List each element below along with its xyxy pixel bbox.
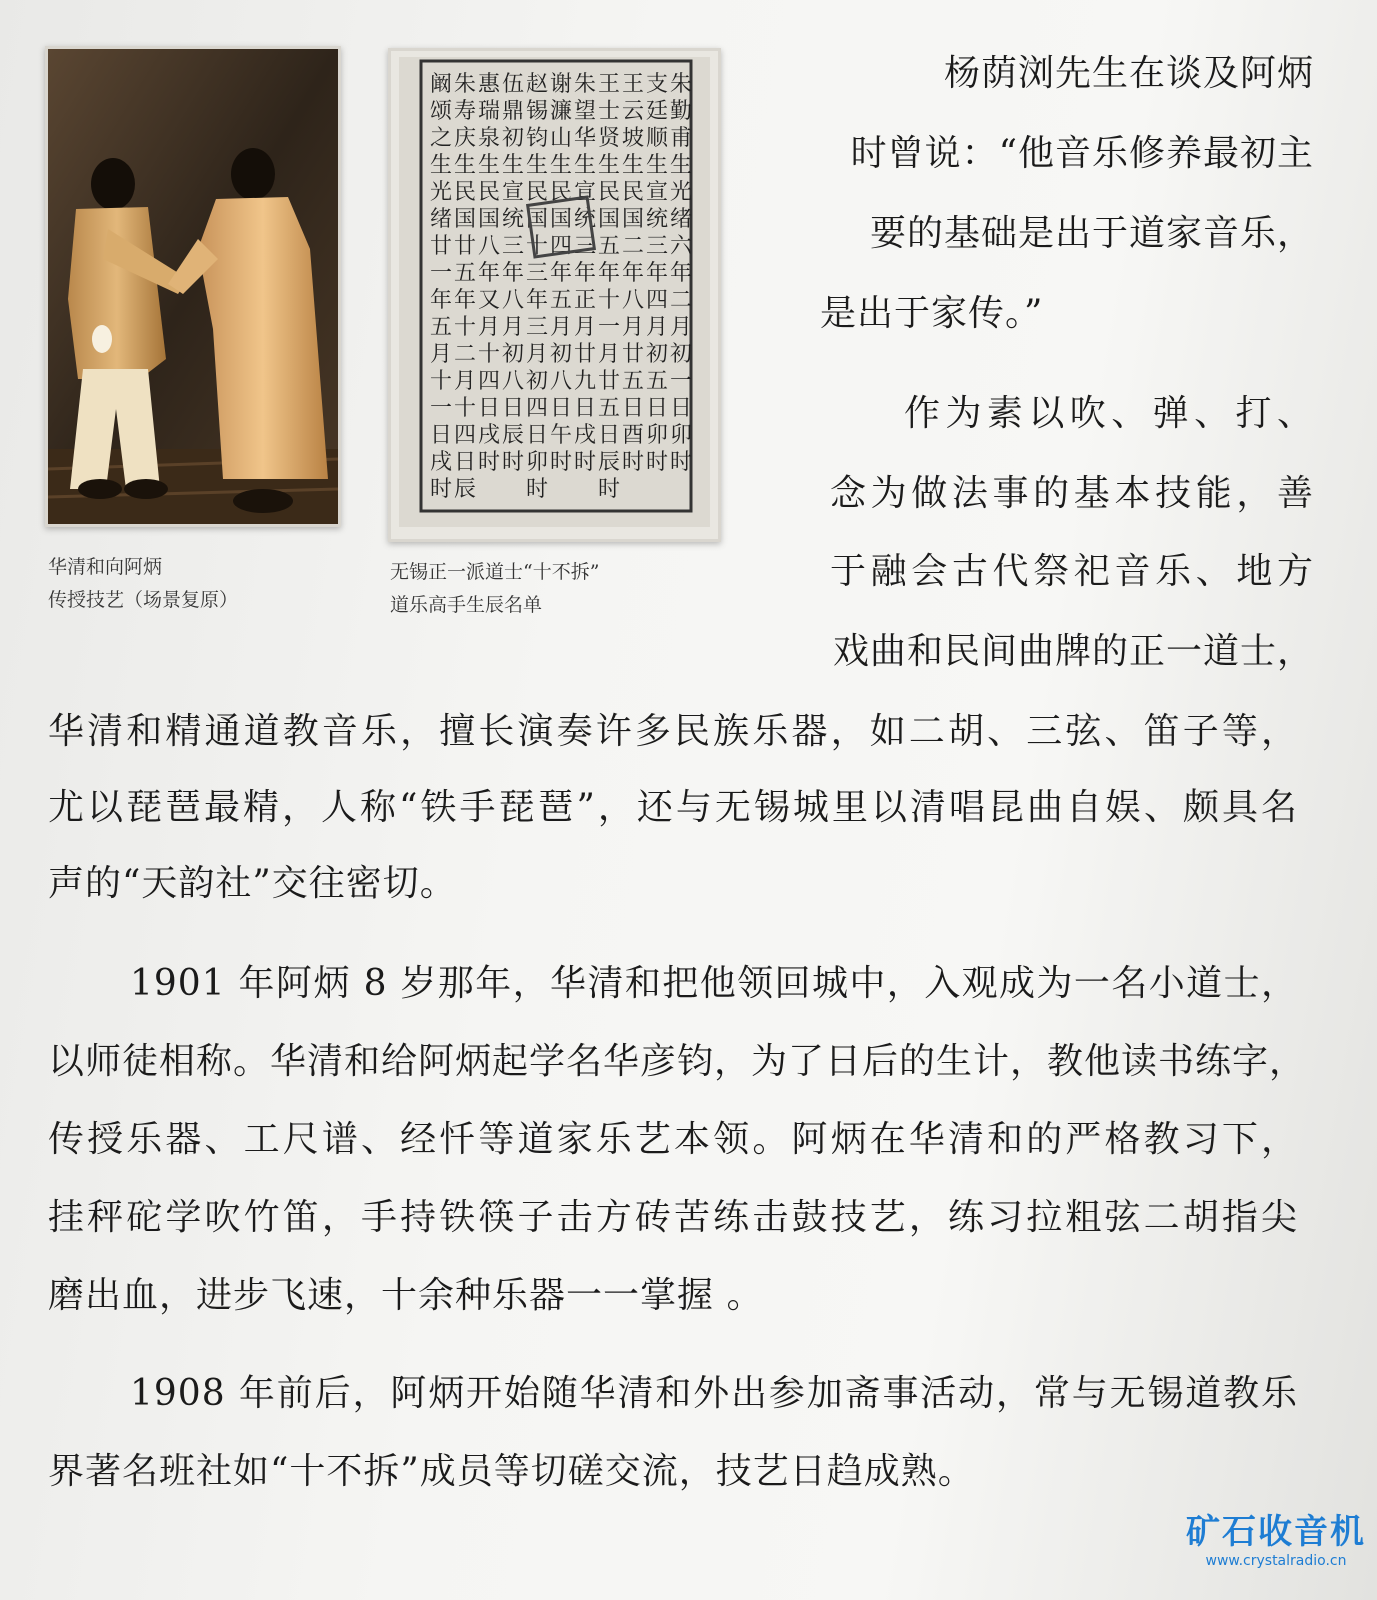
handwritten-char: 月	[429, 342, 453, 367]
handwritten-char: 初	[501, 126, 525, 151]
handwritten-char: 之	[429, 126, 453, 151]
handwritten-char: 五	[597, 234, 621, 259]
handwritten-char: 日	[573, 396, 597, 421]
handwritten-char: 一	[669, 369, 693, 394]
handwritten-char: 月	[573, 315, 597, 340]
handwritten-char: 民	[597, 180, 621, 205]
handwritten-char: 月	[669, 315, 693, 340]
text-line: 磨出血，进步飞速，十余种乐器一一掌握 。	[48, 1275, 764, 1316]
handwritten-char: 光	[669, 180, 693, 205]
handwritten-char: 廿	[573, 342, 597, 367]
handwritten-char: 阚	[429, 72, 453, 97]
handwritten-char: 初	[549, 342, 573, 367]
handwritten-char: 十	[453, 396, 477, 421]
handwritten-char: 四	[549, 234, 573, 259]
handwritten-char: 辰	[453, 477, 477, 502]
handwritten-char: 月	[501, 315, 525, 340]
handwritten-char: 宣	[501, 180, 525, 205]
handwritten-char: 生	[669, 153, 693, 178]
handwritten-char: 三	[525, 315, 549, 340]
handwritten-char: 月	[645, 315, 669, 340]
handwritten-char: 支	[645, 72, 669, 97]
handwritten-char: 瑞	[477, 99, 501, 124]
handwritten-char: 日	[525, 423, 549, 448]
handwritten-char: 戌	[573, 423, 597, 448]
handwritten-char: 国	[621, 207, 645, 232]
handwritten-char: 一	[597, 315, 621, 340]
handwritten-char: 民	[525, 180, 549, 205]
handwritten-char: 三	[501, 234, 525, 259]
handwritten-char: 国	[453, 207, 477, 232]
handwritten-char: 国	[525, 207, 549, 232]
text-line: 声的“天韵社”交往密切。	[48, 863, 457, 904]
right-caption-line-1: 无锡正一派道士“十不拆”	[390, 561, 600, 583]
watermark-name: 矿石收音机	[1186, 1512, 1366, 1552]
handwritten-char: 四	[525, 396, 549, 421]
handwritten-char: 日	[453, 450, 477, 475]
handwritten-char: 月	[621, 315, 645, 340]
handwritten-char: 伍	[501, 72, 525, 97]
handwritten-char: 国	[477, 207, 501, 232]
handwritten-char: 十	[477, 342, 501, 367]
crystalradio-watermark-logo	[1186, 1512, 1366, 1570]
handwritten-char: 王	[597, 72, 621, 97]
handwritten-char: 五	[453, 261, 477, 286]
handwritten-char: 戌	[477, 423, 501, 448]
right-caption-line-2: 道乐高手生辰名单	[390, 594, 543, 616]
handwritten-char: 五	[549, 288, 573, 313]
handwritten-char: 朱	[669, 72, 693, 97]
handwritten-char: 宣	[573, 180, 597, 205]
handwritten-char: 光	[429, 180, 453, 205]
handwritten-char: 卯	[669, 423, 693, 448]
watermark-url: www.crystalradio.cn	[1205, 1553, 1347, 1569]
handwritten-char: 时	[645, 450, 669, 475]
handwritten-char: 濂	[549, 99, 573, 124]
text-line: 界著名班社如“十不拆”成员等切磋交流，技艺日趋成熟。	[48, 1451, 975, 1492]
handwritten-char: 绪	[669, 207, 693, 232]
handwritten-char: 统	[501, 207, 525, 232]
handwritten-char: 月	[597, 342, 621, 367]
handwritten-char: 惠	[477, 72, 501, 97]
handwritten-char: 士	[597, 99, 621, 124]
handwritten-char: 四	[645, 288, 669, 313]
handwritten-char: 时	[597, 477, 621, 502]
handwritten-char: 五	[621, 369, 645, 394]
handwritten-char: 生	[573, 153, 597, 178]
handwritten-char: 年	[645, 261, 669, 286]
handwritten-char: 贤	[597, 126, 621, 151]
handwritten-char: 日	[621, 396, 645, 421]
handwritten-char: 钧	[525, 126, 549, 151]
handwritten-char: 廷	[645, 99, 669, 124]
handwritten-char: 生	[645, 153, 669, 178]
handwritten-char: 时	[549, 450, 573, 475]
handwritten-roster-photo	[388, 48, 721, 542]
handwritten-char: 日	[597, 423, 621, 448]
handwritten-char: 生	[453, 153, 477, 178]
handwritten-char: 日	[501, 396, 525, 421]
handwritten-char: 二	[669, 288, 693, 313]
text-line: 杨荫浏先生在谈及阿炳	[943, 53, 1314, 94]
handwritten-char: 八	[621, 288, 645, 313]
handwritten-char: 民	[621, 180, 645, 205]
handwritten-char: 宣	[645, 180, 669, 205]
handwritten-char: 八	[477, 234, 501, 259]
handwritten-char: 时	[429, 477, 453, 502]
left-caption-line-2: 传授技艺（场景复原）	[48, 589, 239, 611]
handwritten-char: 初	[525, 369, 549, 394]
handwritten-char: 年	[525, 288, 549, 313]
handwritten-char: 谢	[549, 72, 573, 97]
handwritten-char: 国	[549, 207, 573, 232]
text-line: 于融会古代祭祀音乐、地方	[830, 551, 1314, 592]
handwritten-char: 朱	[573, 72, 597, 97]
handwritten-char: 时	[525, 477, 549, 502]
handwritten-char: 勤	[669, 99, 693, 124]
text-line: 1908 年前后，阿炳开始随华清和外出参加斋事活动，常与无锡道教乐	[130, 1373, 1298, 1414]
handwritten-char: 四	[453, 423, 477, 448]
handwritten-char: 民	[477, 180, 501, 205]
handwritten-char: 云	[621, 99, 645, 124]
text-line: 尤以琵琶最精，人称“铁手琵琶”，还与无锡城里以清唱昆曲自娱、颇具名	[48, 787, 1298, 828]
handwritten-char: 统	[573, 207, 597, 232]
text-line: 以师徒相称。华清和给阿炳起学名华彦钧，为了日后的生计，教他读书练字，	[48, 1041, 1307, 1082]
handwritten-char: 初	[645, 342, 669, 367]
handwritten-char: 年	[669, 261, 693, 286]
text-line: 戏曲和民间曲牌的正一道士，	[832, 631, 1314, 672]
handwritten-char: 卯	[645, 423, 669, 448]
handwritten-char: 顺	[645, 126, 669, 151]
handwritten-char: 一	[429, 261, 453, 286]
handwritten-char: 四	[477, 369, 501, 394]
handwritten-char: 朱	[453, 72, 477, 97]
handwritten-char: 十	[453, 315, 477, 340]
handwritten-char: 赵	[525, 72, 549, 97]
text-line: 1901 年阿炳 8 岁那年，华清和把他领回城中，入观成为一名小道士，	[130, 963, 1298, 1004]
handwritten-char: 颂	[429, 99, 453, 124]
handwritten-char: 九	[573, 369, 597, 394]
text-line: 传授乐器、工尺谱、经忏等道家乐艺本领。阿炳在华清和的严格教习下，	[48, 1119, 1298, 1160]
handwritten-char: 廿	[453, 234, 477, 259]
handwritten-char: 廿	[621, 342, 645, 367]
handwritten-char: 五	[429, 315, 453, 340]
handwritten-char: 八	[549, 369, 573, 394]
handwritten-char: 鼎	[501, 99, 525, 124]
handwritten-char: 日	[477, 396, 501, 421]
handwritten-char: 生	[621, 153, 645, 178]
handwritten-char: 年	[501, 261, 525, 286]
text-line: 念为做法事的基本技能，善	[830, 473, 1314, 514]
handwritten-char: 辰	[501, 423, 525, 448]
handwritten-char: 年	[429, 288, 453, 313]
scene-restoration-illustration	[48, 49, 338, 524]
handwritten-char: 国	[597, 207, 621, 232]
handwritten-char: 生	[525, 153, 549, 178]
left-photo-caption	[48, 551, 348, 617]
handwritten-char: 生	[549, 153, 573, 178]
handwritten-char: 时	[669, 450, 693, 475]
handwritten-char: 时	[573, 450, 597, 475]
handwritten-char: 月	[453, 369, 477, 394]
handwritten-char: 又	[477, 288, 501, 313]
handwritten-char: 年	[573, 261, 597, 286]
handwritten-char: 三	[525, 261, 549, 286]
handwritten-char: 三	[645, 234, 669, 259]
text-line: 作为素以吹、弹、打、	[904, 393, 1314, 434]
handwritten-char: 年	[597, 261, 621, 286]
handwritten-char: 八	[501, 369, 525, 394]
handwritten-char: 民	[453, 180, 477, 205]
right-photo-caption	[390, 556, 720, 622]
left-caption-line-1: 华清和向阿炳	[48, 556, 163, 578]
text-line: 挂秤砣学吹竹笛，手持铁筷子击方砖苦练击鼓技艺，练习拉粗弦二胡指尖	[48, 1197, 1298, 1238]
handwritten-char: 统	[645, 207, 669, 232]
handwritten-char: 廿	[429, 234, 453, 259]
handwritten-char: 年	[621, 261, 645, 286]
handwritten-char: 甫	[669, 126, 693, 151]
text-line: 时曾说：“他音乐修养最初主	[850, 133, 1314, 174]
scene-restoration-photo	[45, 46, 341, 527]
handwritten-char: 初	[501, 342, 525, 367]
handwritten-char: 八	[501, 288, 525, 313]
handwritten-char: 绪	[429, 207, 453, 232]
handwritten-char: 十	[429, 369, 453, 394]
handwritten-roster-illustration	[391, 51, 718, 539]
handwritten-char: 泉	[477, 126, 501, 151]
handwritten-char: 庆	[453, 126, 477, 151]
handwritten-char: 望	[573, 99, 597, 124]
handwritten-char: 年	[477, 261, 501, 286]
text-line: 要的基础是出于道家音乐，	[869, 213, 1314, 254]
handwritten-char: 年	[549, 261, 573, 286]
handwritten-char: 戌	[429, 450, 453, 475]
handwritten-char: 六	[669, 234, 693, 259]
handwritten-char: 初	[669, 342, 693, 367]
handwritten-char: 二	[453, 342, 477, 367]
handwritten-char: 锡	[525, 99, 549, 124]
handwritten-char: 坡	[621, 126, 645, 151]
handwritten-char: 酉	[621, 423, 645, 448]
handwritten-char: 民	[549, 180, 573, 205]
handwritten-char: 寿	[453, 99, 477, 124]
handwritten-char: 日	[645, 396, 669, 421]
handwritten-char: 十	[525, 234, 549, 259]
handwritten-char: 生	[429, 153, 453, 178]
handwritten-char: 生	[597, 153, 621, 178]
text-line: 华清和精通道教音乐，擅长演奏许多民族乐器，如二胡、三弦、笛子等，	[48, 711, 1298, 752]
handwritten-char: 廿	[597, 369, 621, 394]
handwritten-char: 时	[501, 450, 525, 475]
handwritten-char: 王	[621, 72, 645, 97]
handwritten-char: 二	[621, 234, 645, 259]
handwritten-char: 卯	[525, 450, 549, 475]
handwritten-char: 山	[549, 126, 573, 151]
handwritten-char: 五	[645, 369, 669, 394]
handwritten-char: 年	[453, 288, 477, 313]
handwritten-char: 时	[621, 450, 645, 475]
handwritten-char: 日	[669, 396, 693, 421]
handwritten-char: 午	[549, 423, 573, 448]
handwritten-char: 一	[429, 396, 453, 421]
handwritten-char: 时	[477, 450, 501, 475]
handwritten-char: 五	[597, 396, 621, 421]
handwritten-char: 日	[429, 423, 453, 448]
handwritten-char: 日	[549, 396, 573, 421]
handwritten-char: 生	[477, 153, 501, 178]
handwritten-char: 十	[597, 288, 621, 313]
handwritten-char: 三	[573, 234, 597, 259]
handwritten-char: 正	[573, 288, 597, 313]
handwritten-char: 月	[477, 315, 501, 340]
handwritten-char: 月	[525, 342, 549, 367]
text-line: 是出于家传。”	[820, 293, 1044, 334]
handwritten-char: 华	[573, 126, 597, 151]
handwritten-char: 生	[501, 153, 525, 178]
handwritten-char: 辰	[597, 450, 621, 475]
handwritten-char: 月	[549, 315, 573, 340]
